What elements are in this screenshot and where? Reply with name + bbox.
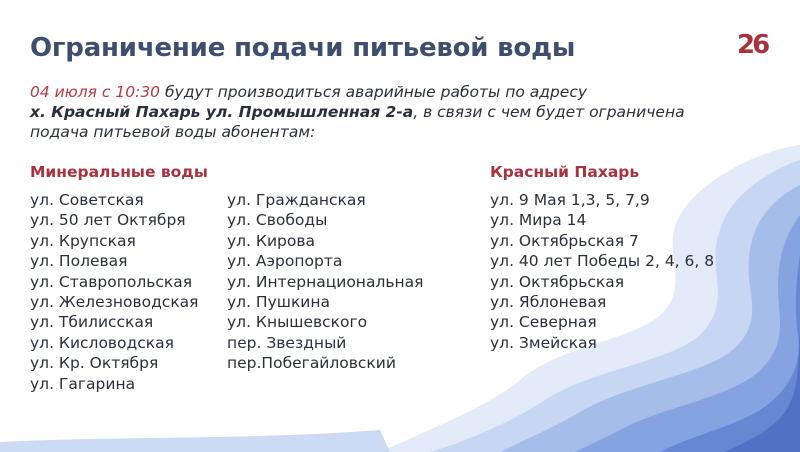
street-item: пер. Звездный [227,333,347,352]
street-item: ул. Октябрьская [490,272,625,291]
intro-line-3: подача питьевой воды абонентам: [30,123,316,141]
street-item: ул. Полевая [30,252,128,271]
street-item: ул. Пушкина [227,293,331,312]
intro-date: 04 июля с 10:30 [30,83,161,101]
logo-26: 26 [737,30,768,60]
street-item: ул. Северная [490,313,597,332]
wave-bottom-band [0,430,390,452]
streets-mineralnye-col1 [30,190,199,394]
street-item: ул. 50 лет Октября [30,211,186,230]
heading-krasny-pakhar: Красный Пахарь [490,163,640,181]
heading-mineralnye-vody: Минеральные воды [30,163,208,181]
streets-mineralnye-col2 [227,190,423,374]
street-item: ул. Кнышевского [227,313,368,332]
intro-text [30,82,770,142]
street-item: ул. Гражданская [227,191,366,209]
street-item: ул. Гагарина [30,374,136,393]
intro-line-2-rest: , в связи с чем будет ограничена [413,103,685,121]
intro-line-1 [30,82,770,102]
street-item: ул. Свободы [227,211,328,230]
intro-address: х. Красный Пахарь ул. Промышленная 2-а [30,103,414,121]
street-item: ул. 9 Мая 1,3, 5, 7,9 [490,191,650,209]
street-item: ул. Октябрьская 7 [490,231,639,250]
street-item: ул. Железноводская [30,293,199,312]
page-title: Ограничение подачи питьевой воды [30,33,576,63]
street-item: ул. Змейская [490,333,597,352]
street-item: ул. Ставропольская [30,272,193,291]
street-item: пер.Побегайловский [227,354,396,373]
intro-line-1-rest: будут производиться аварийные работы по адресу [160,83,588,101]
street-item: ул. Яблоневая [490,293,607,312]
streets-krasny-pakhar [490,190,714,353]
street-item: ул. Тбилисская [30,313,154,332]
street-item: ул. Кирова [227,231,315,250]
street-item: ул. Советская [30,191,144,209]
street-item: ул. Кисловодская [30,333,174,352]
street-item: ул. Кр. Октября [30,354,159,373]
street-item: ул. Крупская [30,231,136,250]
street-item: ул. Аэропорта [227,252,343,271]
intro-line-2 [30,102,770,122]
street-item: ул. Мира 14 [490,211,587,230]
street-item: ул. Интернациональная [227,272,424,291]
street-item: ул. 40 лет Победы 2, 4, 6, 8 [490,252,715,271]
